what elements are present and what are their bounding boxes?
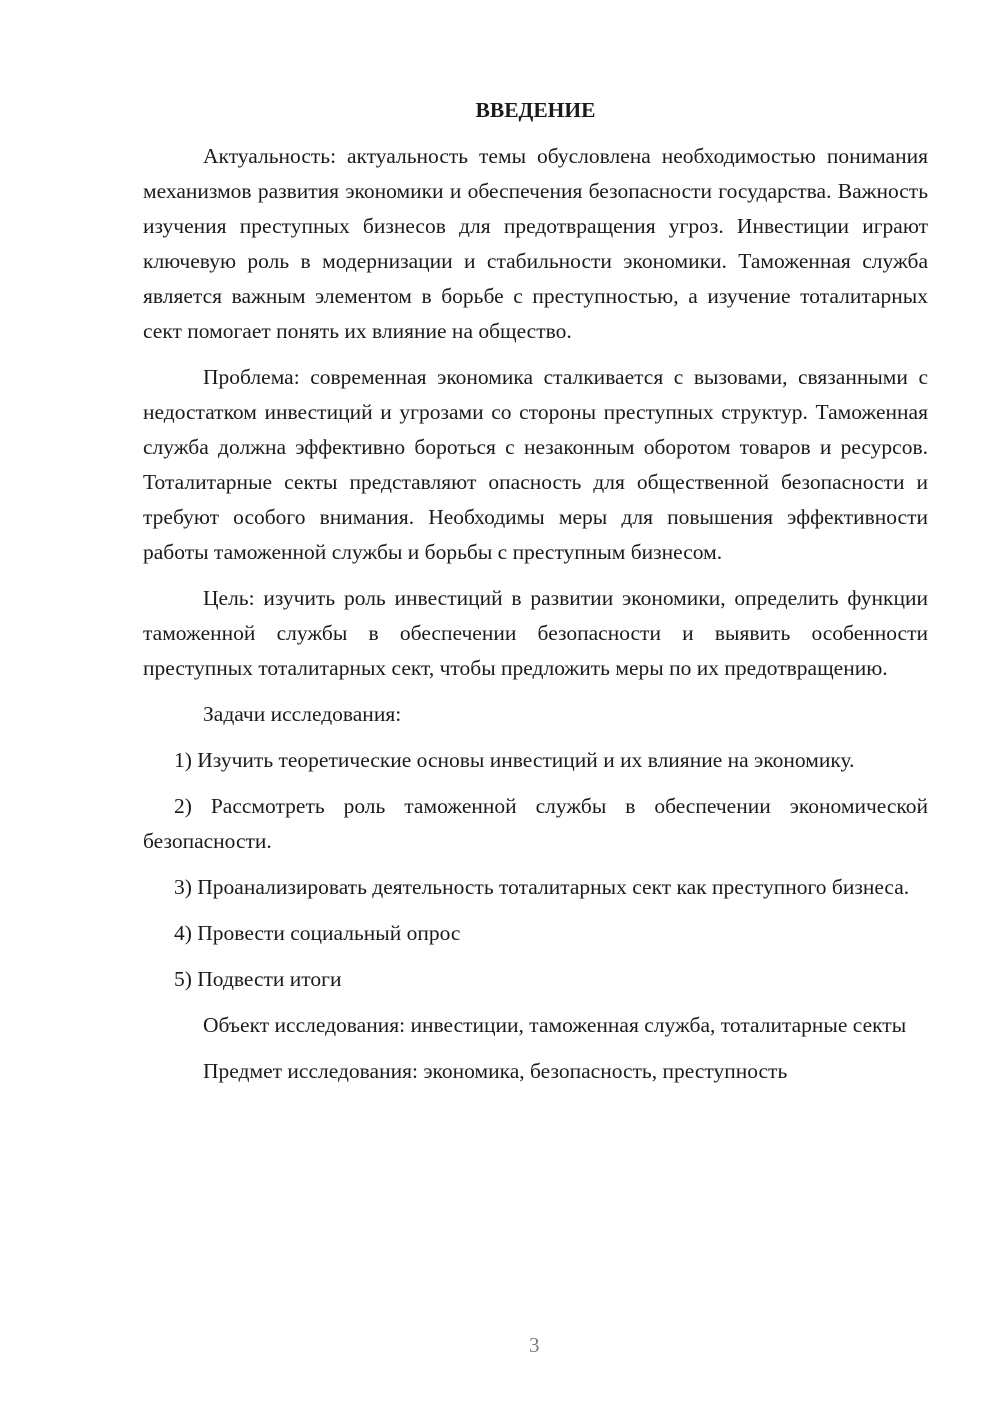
paragraph-problem: Проблема: современная экономика сталкивается с вызовами, связанными с недостатком инвестиций и угрозами со стороны преступных структур. Таможенная служба должна эффективно бороться с незаконным оборотом товаров и ресурсов. Тоталитарные секты представляют опасность для общественной безопасности и требуют особого внимания. Необходимы меры для повышения эффективности работы таможенной службы и борьбы с преступным бизнесом. <box>143 365 928 564</box>
task-item-4: 4) Провести социальный опрос <box>174 921 461 945</box>
page-content <box>143 93 928 1100</box>
task-item-1: 1) Изучить теоретические основы инвестиций и их влияние на экономику. <box>174 748 855 772</box>
page-number: 3 <box>529 1333 540 1357</box>
task-item-3: 3) Проанализировать деятельность тоталитарных сект как преступного бизнеса. <box>174 875 910 899</box>
paragraph-goal: Цель: изучить роль инвестиций в развитии экономики, определить функции таможенной службы в обеспечении безопасности и выявить особенности преступных тоталитарных сект, чтобы предложить меры по их предотвращению. <box>143 586 928 680</box>
task-item-5: 5) Подвести итоги <box>174 967 342 991</box>
tasks-heading: Задачи исследования: <box>203 702 402 726</box>
page-title: ВВЕДЕНИЕ <box>475 98 596 122</box>
task-item-2: 2) Рассмотреть роль таможенной службы в обеспечении экономической безопасности. <box>143 794 928 853</box>
paragraph-subject: Предмет исследования: экономика, безопасность, преступность <box>203 1059 788 1083</box>
paragraph-object: Объект исследования: инвестиции, таможенная служба, тоталитарные секты <box>203 1013 907 1037</box>
paragraph-relevance: Актуальность: актуальность темы обусловлена необходимостью понимания механизмов развития экономики и обеспечения безопасности государства. Важность изучения преступных бизнесов для предотвращения угроз. Инвестиции играют ключевую роль в модернизации и стабильности экономики. Таможенная служба является важным элементом в борьбе с преступностью, а изучение тоталитарных сект помогает понять их влияние на общество. <box>143 144 928 343</box>
